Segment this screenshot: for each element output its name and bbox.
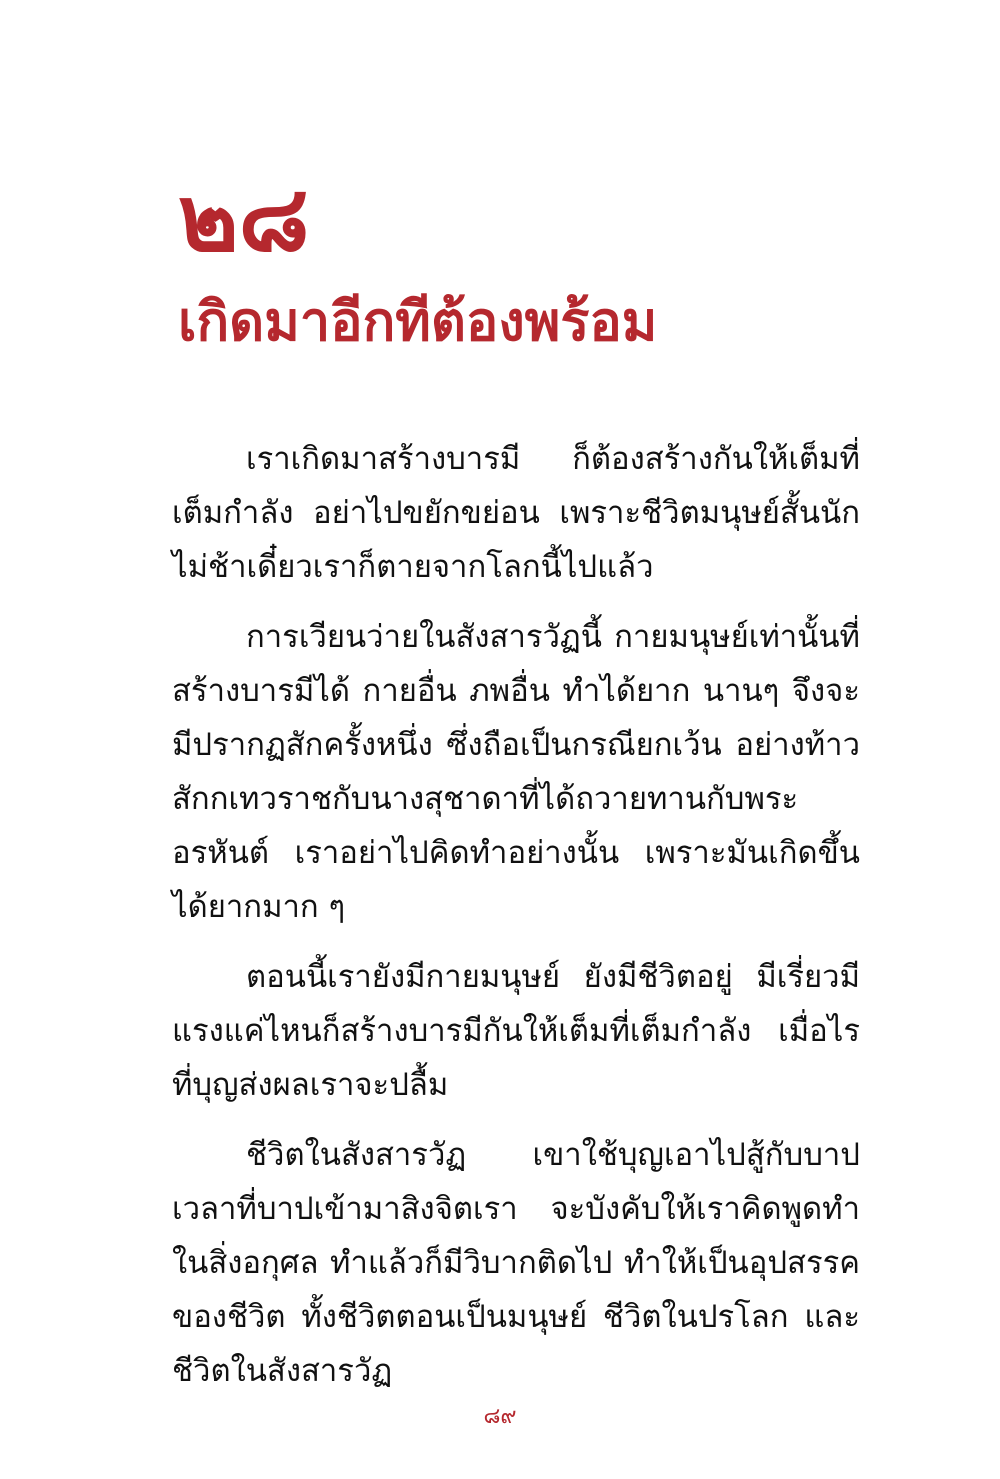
paragraph-3: ตอนนี้เรายังมีกายมนุษย์ ยังมีชีวิตอยู่ มีเรี่ยวมีแรงแค่ไหนก็สร้างบารมีกันให้เต็มที่เต็มกำลัง เมื่อไรที่บุญส่งผลเราจะปลื้ม xyxy=(172,959,860,1103)
paragraph-2: การเวียนว่ายในสังสารวัฏนี้ กายมนุษย์เท่านั้นที่สร้างบารมีได้ กายอื่น ภพอื่น ทำได้ยาก นานๆ จึงจะมีปรากฏสักครั้งหนึ่ง ซึ่งถือเป็นกรณียกเว้น อย่างท้าวสักกเทวราชกับนางสุชาดาที่ได้ถวายทานกับพระอรหันต์ เราอย่าไปคิดทำอย่างนั้น เพราะมันเกิดขึ้นได้ยากมาก ๆ xyxy=(172,619,860,925)
body-text xyxy=(172,432,860,1414)
paragraph-1: เราเกิดมาสร้างบารมี ก็ต้องสร้างกันให้เต็มที่เต็มกำลัง อย่าไปขยักขย่อน เพราะชีวิตมนุษย์สั้นนัก ไม่ช้าเดี๋ยวเราก็ตายจากโลกนี้ไปแล้ว xyxy=(172,441,860,585)
chapter-number: ๒๘ xyxy=(178,164,310,272)
chapter-title: เกิดมาอีกทีต้องพร้อม xyxy=(178,289,658,353)
page-number: ๘๙ xyxy=(483,1404,517,1429)
paragraph-4: ชีวิตในสังสารวัฏ เขาใช้บุญเอาไปสู้กับบาป เวลาที่บาปเข้ามาสิงจิตเรา จะบังคับให้เราคิดพูดทำในสิ่งอกุศล ทำแล้วก็มีวิบากติดไป ทำให้เป็นอุปสรรคของชีวิต ทั้งชีวิตตอนเป็นมนุษย์ ชีวิตในปรโลก และชีวิตในสังสารวัฏ xyxy=(172,1137,860,1389)
